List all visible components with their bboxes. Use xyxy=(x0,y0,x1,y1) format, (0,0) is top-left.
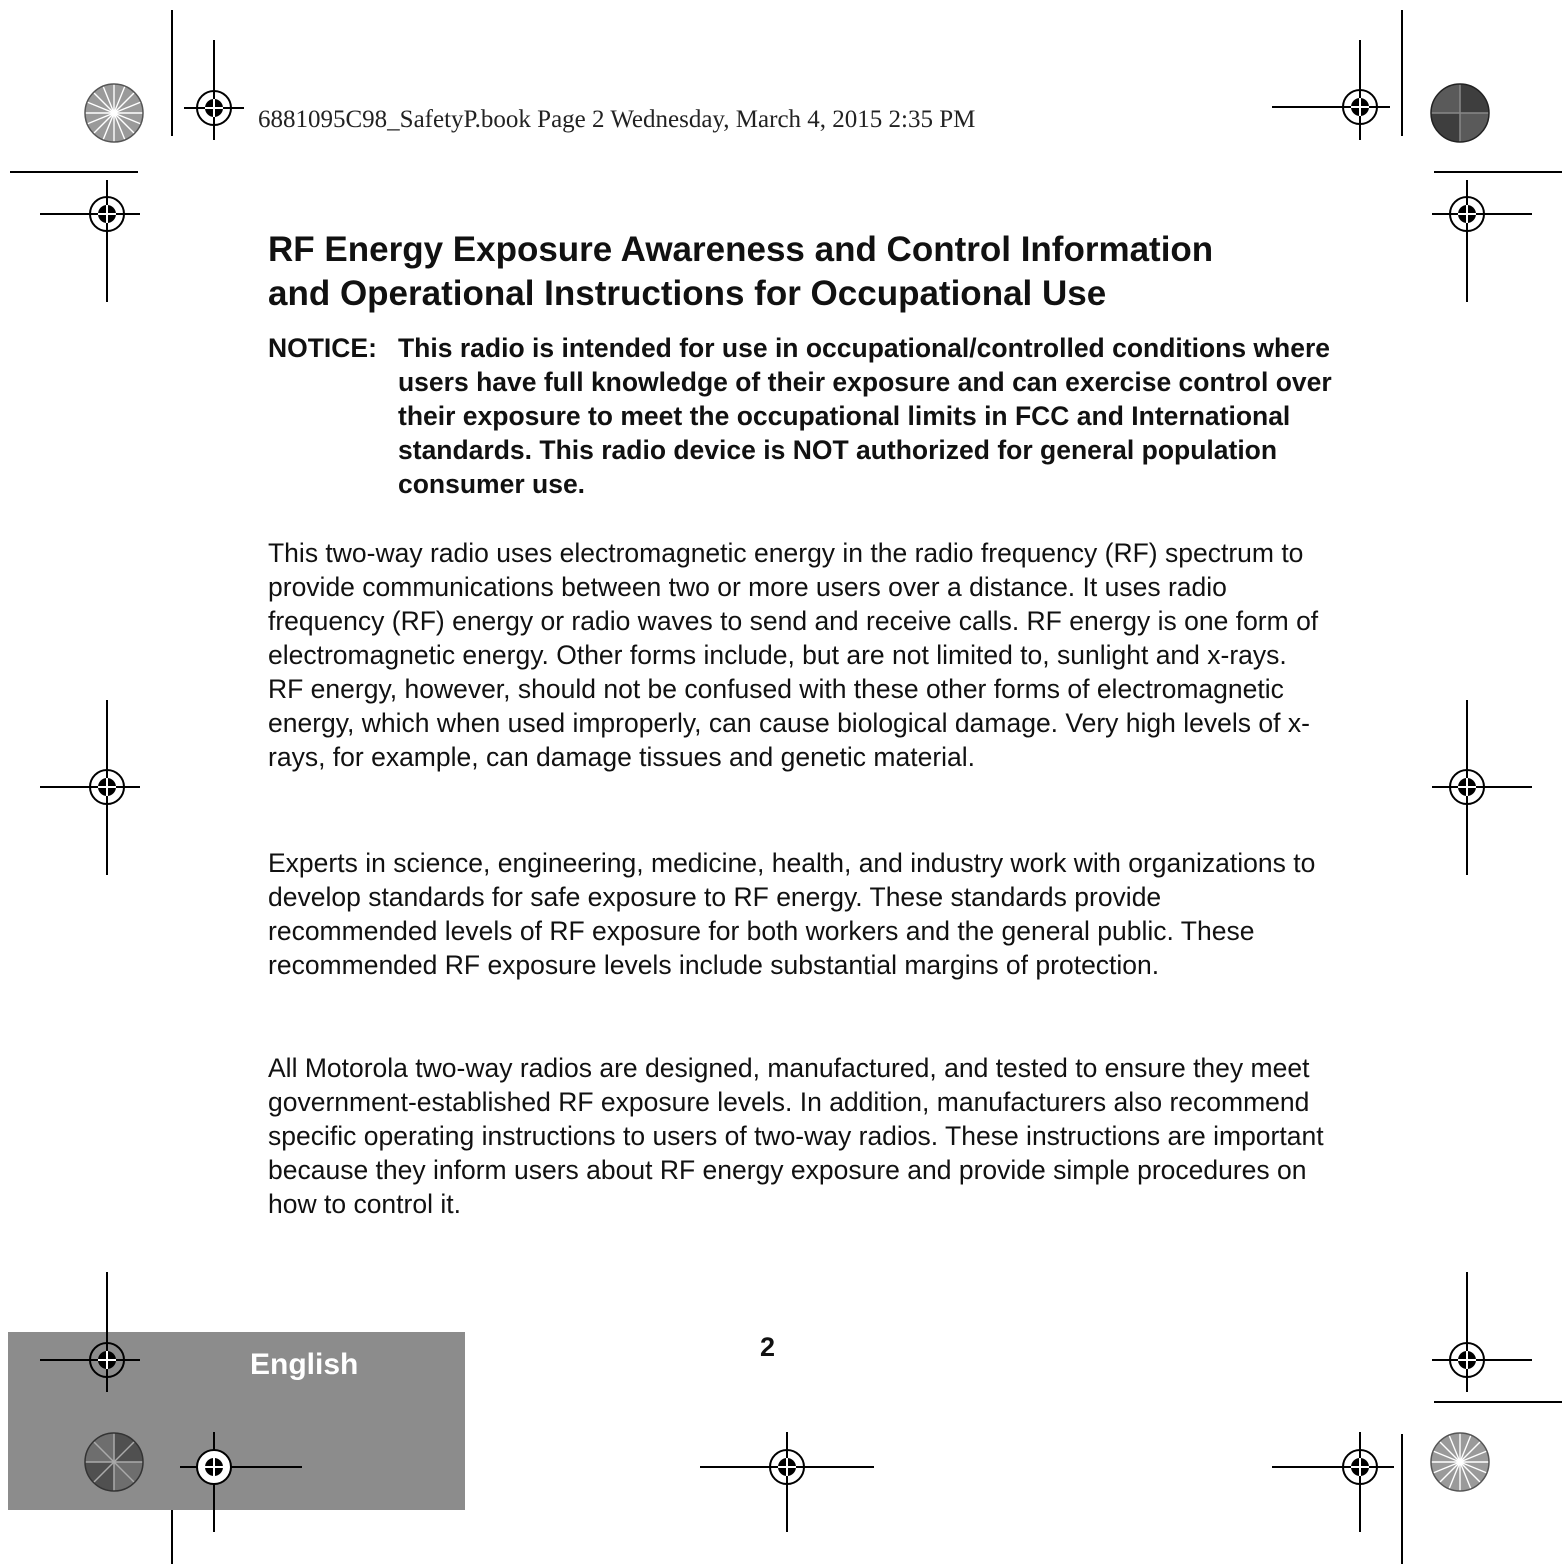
crop-line xyxy=(1434,171,1562,173)
language-tab-label: English xyxy=(250,1348,359,1381)
crop-line xyxy=(10,171,138,173)
body-paragraph: All Motorola two-way radios are designed, manufactured, and tested to ensure they meet government-established RF exposure levels. In addition, manufacturers also recommend specific operating instructions to users of two-way radios. These instructions are important because they inform users about RF energy exposure and provide simple procedures on how to control it. xyxy=(268,1053,1324,1219)
registration-mark-icon xyxy=(1432,1272,1532,1392)
crop-line xyxy=(171,10,173,136)
notice-block xyxy=(268,331,1348,501)
page-title xyxy=(268,228,1368,316)
body-paragraph: This two-way radio uses electromagnetic energy in the radio frequency (RF) spectrum to provide communications between two or more users over a distance. It uses radio frequency (RF) energy or radio waves to send and receive calls. RF energy is one form of electromagnetic energy. Other forms include, but are not limited to, sunlight and x-rays. RF energy, however, should not be confused with these other forms of electromagnetic energy, which when used improperly, can cause biological damage. Very high levels of x-rays, for example, can damage tissues and genetic material. xyxy=(268,538,1319,772)
registration-mark-icon xyxy=(184,40,244,180)
crop-line xyxy=(1401,10,1403,136)
page-number: 2 xyxy=(760,1332,776,1362)
body-paragraph: Experts in science, engineering, medicine, health, and industry work with organizations to develop standards for safe exposure to RF energy. These standards provide recommended levels of RF exposure for both workers and the general public. These recommended RF exposure levels include substantial margins of protection. xyxy=(268,848,1316,980)
crop-line xyxy=(1434,1401,1562,1403)
registration-mark-icon xyxy=(1272,40,1392,140)
crop-line xyxy=(1401,1434,1403,1564)
registration-mark-icon xyxy=(40,180,140,302)
registration-mark-icon xyxy=(180,1432,302,1532)
notice-label: NOTICE: xyxy=(268,333,377,363)
notice-text: This radio is intended for use in occupational/controlled conditions where users have full knowledge of their exposure and can exercise control over their exposure to meet the occupational limits in FCC and International standards. This radio device is NOT authorized for general population consumer use. xyxy=(398,333,1332,499)
page-title-line-2: and Operational Instructions for Occupational Use xyxy=(268,274,1107,313)
print-star-target-icon xyxy=(1430,1432,1490,1492)
registration-mark-icon xyxy=(1432,700,1532,875)
print-star-target-icon xyxy=(84,83,144,143)
print-slug-header: 6881095C98_SafetyP.book Page 2 Wednesday, March 4, 2015 2:35 PM xyxy=(258,106,976,133)
print-color-target-icon xyxy=(84,1432,144,1492)
registration-mark-icon xyxy=(1432,180,1532,302)
print-color-target-icon xyxy=(1430,83,1490,143)
registration-mark-icon xyxy=(40,700,140,875)
registration-mark-icon xyxy=(700,1432,874,1532)
registration-mark-icon xyxy=(40,1272,140,1392)
page-title-line-1: RF Energy Exposure Awareness and Control Information xyxy=(268,230,1214,269)
registration-mark-icon xyxy=(1272,1432,1394,1532)
